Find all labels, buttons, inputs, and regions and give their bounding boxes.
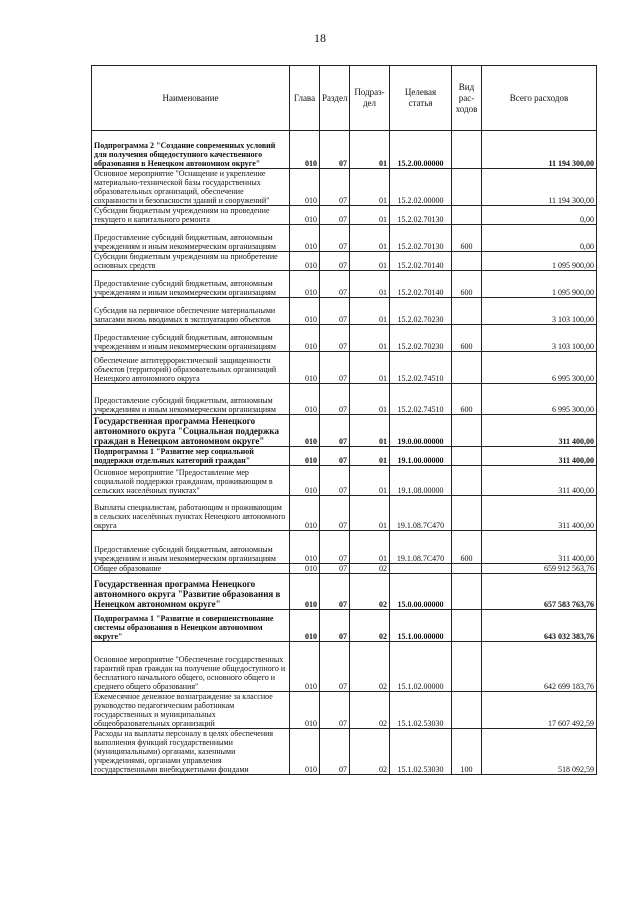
- cell-target: 15.1.00.00000: [390, 610, 452, 642]
- cell-name: Расходы на выплаты персоналу в целях обеспечения выполнения функций государственными (муниципальными) органами, казенными учреждениями, органами управления государственными внебюджетными фондами: [92, 729, 290, 775]
- table-row: [92, 131, 597, 169]
- cell-name: Предоставление субсидий бюджетным, автономным учреждениям и иным некоммерческим организациям: [92, 531, 290, 564]
- cell-type: [452, 692, 482, 729]
- cell-target: 19.0.00.00000: [390, 415, 452, 447]
- cell-target: 19.1.08.7C470: [390, 531, 452, 564]
- cell-chapter: 010: [290, 298, 320, 325]
- cell-type: 600: [452, 325, 482, 352]
- cell-chapter: 010: [290, 206, 320, 225]
- cell-target: 15.2.02.70140: [390, 252, 452, 271]
- cell-type: 600: [452, 271, 482, 298]
- cell-name: Субсидия на первичное обеспечение материальными запасами вновь вводимых в эксплуатацию объектов: [92, 298, 290, 325]
- cell-target: 15.1.02.00000: [390, 642, 452, 692]
- header-row: [92, 66, 597, 131]
- cell-target: 15.2.02.70130: [390, 225, 452, 252]
- cell-chapter: 010: [290, 466, 320, 496]
- cell-total: 11 194 300,00: [482, 131, 597, 169]
- cell-chapter: 010: [290, 531, 320, 564]
- cell-type: [452, 447, 482, 466]
- cell-section: 07: [320, 352, 350, 384]
- cell-section: 07: [320, 466, 350, 496]
- cell-target: [390, 564, 452, 574]
- table-row: [92, 564, 597, 574]
- cell-subsection: 01: [350, 352, 390, 384]
- cell-chapter: 010: [290, 252, 320, 271]
- cell-type: [452, 352, 482, 384]
- cell-chapter: 010: [290, 131, 320, 169]
- cell-type: [452, 496, 482, 531]
- cell-total: 518 092,59: [482, 729, 597, 775]
- table-row: [92, 325, 597, 352]
- cell-total: 11 194 300,00: [482, 169, 597, 206]
- cell-section: 07: [320, 692, 350, 729]
- cell-name: Предоставление субсидий бюджетным, автономным учреждениям и иным некоммерческим организациям: [92, 384, 290, 415]
- cell-total: 311 400,00: [482, 415, 597, 447]
- cell-chapter: 010: [290, 447, 320, 466]
- table-row: [92, 271, 597, 298]
- cell-target: 19.1.08.7C470: [390, 496, 452, 531]
- cell-type: 600: [452, 225, 482, 252]
- cell-chapter: 010: [290, 729, 320, 775]
- cell-section: 07: [320, 496, 350, 531]
- cell-chapter: 010: [290, 169, 320, 206]
- cell-name: Субсидии бюджетным учреждениям на приобретение основных средств: [92, 252, 290, 271]
- cell-section: 07: [320, 252, 350, 271]
- cell-total: 311 400,00: [482, 496, 597, 531]
- cell-subsection: 02: [350, 564, 390, 574]
- cell-name: Основное мероприятие "Обеспечение государственных гарантий прав граждан на получение общедоступного и бесплатного начального общего, основного общего и среднего общего образования": [92, 642, 290, 692]
- cell-section: 07: [320, 564, 350, 574]
- table-row: [92, 352, 597, 384]
- header-subsection: Подраз- дел: [350, 66, 390, 131]
- cell-total: 643 032 383,76: [482, 610, 597, 642]
- table-row: [92, 531, 597, 564]
- table-row: [92, 447, 597, 466]
- table-row: [92, 692, 597, 729]
- cell-target: 15.2.02.74510: [390, 384, 452, 415]
- table-row: [92, 574, 597, 610]
- table-row: [92, 252, 597, 271]
- cell-section: 07: [320, 206, 350, 225]
- table-row: [92, 642, 597, 692]
- cell-type: [452, 415, 482, 447]
- cell-chapter: 010: [290, 225, 320, 252]
- cell-subsection: 01: [350, 271, 390, 298]
- cell-total: 311 400,00: [482, 447, 597, 466]
- cell-total: 6 995 300,00: [482, 384, 597, 415]
- cell-subsection: 02: [350, 692, 390, 729]
- table-row: [92, 466, 597, 496]
- cell-section: 07: [320, 642, 350, 692]
- cell-chapter: 010: [290, 325, 320, 352]
- cell-target: 15.2.02.70130: [390, 206, 452, 225]
- cell-target: 15.1.02.53030: [390, 729, 452, 775]
- cell-type: [452, 574, 482, 610]
- cell-section: 07: [320, 169, 350, 206]
- cell-chapter: 010: [290, 610, 320, 642]
- cell-section: 07: [320, 447, 350, 466]
- cell-type: [452, 131, 482, 169]
- cell-type: [452, 642, 482, 692]
- cell-subsection: 01: [350, 131, 390, 169]
- cell-target: 15.2.02.70140: [390, 271, 452, 298]
- cell-section: 07: [320, 610, 350, 642]
- cell-total: 0,00: [482, 206, 597, 225]
- cell-total: 642 699 183,76: [482, 642, 597, 692]
- cell-type: [452, 564, 482, 574]
- cell-type: [452, 298, 482, 325]
- cell-total: 1 095 900,00: [482, 271, 597, 298]
- cell-chapter: 010: [290, 384, 320, 415]
- cell-subsection: 01: [350, 169, 390, 206]
- cell-section: 07: [320, 325, 350, 352]
- cell-subsection: 01: [350, 225, 390, 252]
- cell-subsection: 01: [350, 415, 390, 447]
- cell-target: 15.2.02.00000: [390, 169, 452, 206]
- cell-target: 15.0.00.00000: [390, 574, 452, 610]
- cell-section: 07: [320, 574, 350, 610]
- table-row: [92, 610, 597, 642]
- cell-total: 0,00: [482, 225, 597, 252]
- cell-chapter: 010: [290, 352, 320, 384]
- cell-name: Государственная программа Ненецкого автономного округа "Развитие образования в Ненецком автономном округе": [92, 574, 290, 610]
- cell-section: 07: [320, 531, 350, 564]
- cell-name: Общее образование: [92, 564, 290, 574]
- cell-type: [452, 610, 482, 642]
- cell-type: 100: [452, 729, 482, 775]
- cell-total: 3 103 100,00: [482, 298, 597, 325]
- cell-chapter: 010: [290, 692, 320, 729]
- cell-target: 15.2.00.00000: [390, 131, 452, 169]
- table-row: [92, 496, 597, 531]
- cell-section: 07: [320, 298, 350, 325]
- cell-type: [452, 466, 482, 496]
- cell-subsection: 01: [350, 531, 390, 564]
- header-type: Вид рас- ходов: [452, 66, 482, 131]
- cell-subsection: 02: [350, 574, 390, 610]
- cell-type: [452, 206, 482, 225]
- cell-chapter: 010: [290, 415, 320, 447]
- cell-section: 07: [320, 271, 350, 298]
- table-row: [92, 415, 597, 447]
- cell-subsection: 01: [350, 384, 390, 415]
- cell-chapter: 010: [290, 564, 320, 574]
- cell-subsection: 01: [350, 466, 390, 496]
- page-number: 18: [314, 31, 326, 45]
- cell-subsection: 02: [350, 610, 390, 642]
- header-chapter: Глава: [290, 66, 320, 131]
- cell-total: 3 103 100,00: [482, 325, 597, 352]
- cell-name: Подпрограмма 1 "Развитие и совершенствование системы образования в Ненецком автономном округе": [92, 610, 290, 642]
- cell-chapter: 010: [290, 271, 320, 298]
- cell-section: 07: [320, 415, 350, 447]
- table-row: [92, 225, 597, 252]
- header-name: Наименование: [92, 66, 290, 131]
- cell-total: 17 607 492,59: [482, 692, 597, 729]
- cell-name: Предоставление субсидий бюджетным, автономным учреждениям и иным некоммерческим организациям: [92, 271, 290, 298]
- cell-name: Подпрограмма 1 "Развитие мер социальной поддержки отдельных категорий граждан": [92, 447, 290, 466]
- cell-name: Подпрограмма 2 "Создание современных условий для получения общедоступного качественного образования в Ненецком автономном округе": [92, 131, 290, 169]
- cell-name: Субсидии бюджетным учреждениям на проведение текущего и капитального ремонта: [92, 206, 290, 225]
- cell-subsection: 01: [350, 325, 390, 352]
- cell-name: Государственная программа Ненецкого автономного округа "Социальная поддержка граждан в Ненецком автономном округе": [92, 415, 290, 447]
- cell-target: 15.2.02.70230: [390, 325, 452, 352]
- cell-subsection: 01: [350, 206, 390, 225]
- header-target: Целевая статья: [390, 66, 452, 131]
- header-total: Всего расходов: [482, 66, 597, 131]
- cell-subsection: 01: [350, 447, 390, 466]
- cell-type: 600: [452, 531, 482, 564]
- cell-total: 6 995 300,00: [482, 352, 597, 384]
- cell-total: 1 095 900,00: [482, 252, 597, 271]
- cell-section: 07: [320, 225, 350, 252]
- header-section: Раздел: [320, 66, 350, 131]
- cell-chapter: 010: [290, 642, 320, 692]
- cell-subsection: 01: [350, 252, 390, 271]
- cell-subsection: 01: [350, 298, 390, 325]
- cell-target: 19.1.08.00000: [390, 466, 452, 496]
- cell-target: 15.2.02.70230: [390, 298, 452, 325]
- cell-subsection: 02: [350, 642, 390, 692]
- cell-total: 657 583 763,76: [482, 574, 597, 610]
- cell-section: 07: [320, 131, 350, 169]
- cell-name: Предоставление субсидий бюджетным, автономным учреждениям и иным некоммерческим организациям: [92, 225, 290, 252]
- cell-name: Предоставление субсидий бюджетным, автономным учреждениям и иным некоммерческим организациям: [92, 325, 290, 352]
- cell-section: 07: [320, 729, 350, 775]
- cell-name: Ежемесячное денежное вознаграждение за классное руководство педагогическим работникам государственных и муниципальных общеобразовательных организаций: [92, 692, 290, 729]
- cell-target: 15.1.02.53030: [390, 692, 452, 729]
- cell-subsection: 02: [350, 729, 390, 775]
- cell-total: 659 912 563,76: [482, 564, 597, 574]
- cell-chapter: 010: [290, 574, 320, 610]
- cell-type: 600: [452, 384, 482, 415]
- cell-type: [452, 252, 482, 271]
- table-row: [92, 169, 597, 206]
- table-row: [92, 206, 597, 225]
- table-row: [92, 729, 597, 775]
- table-row: [92, 298, 597, 325]
- cell-type: [452, 169, 482, 206]
- cell-target: 15.2.02.74510: [390, 352, 452, 384]
- cell-name: Обеспечение антитеррористической защищенности объектов (территорий) образовательных организаций Ненецкого автономного округа: [92, 352, 290, 384]
- cell-name: Основное мероприятие "Предоставление мер социальной поддержки гражданам, проживающим в сельских населённых пунктах": [92, 466, 290, 496]
- budget-table: [91, 65, 597, 775]
- table-row: [92, 384, 597, 415]
- cell-total: 311 400,00: [482, 466, 597, 496]
- cell-name: Выплаты специалистам, работающим и проживающим в сельских населённых пунктах Ненецкого автономного округа: [92, 496, 290, 531]
- cell-target: 19.1.00.00000: [390, 447, 452, 466]
- cell-chapter: 010: [290, 496, 320, 531]
- cell-section: 07: [320, 384, 350, 415]
- cell-total: 311 400,00: [482, 531, 597, 564]
- cell-name: Основное мероприятие "Оснащение и укрепление материально-технической базы государственных образовательных организаций, обеспечение сохранности и безопасности зданий и сооружений": [92, 169, 290, 206]
- cell-subsection: 01: [350, 496, 390, 531]
